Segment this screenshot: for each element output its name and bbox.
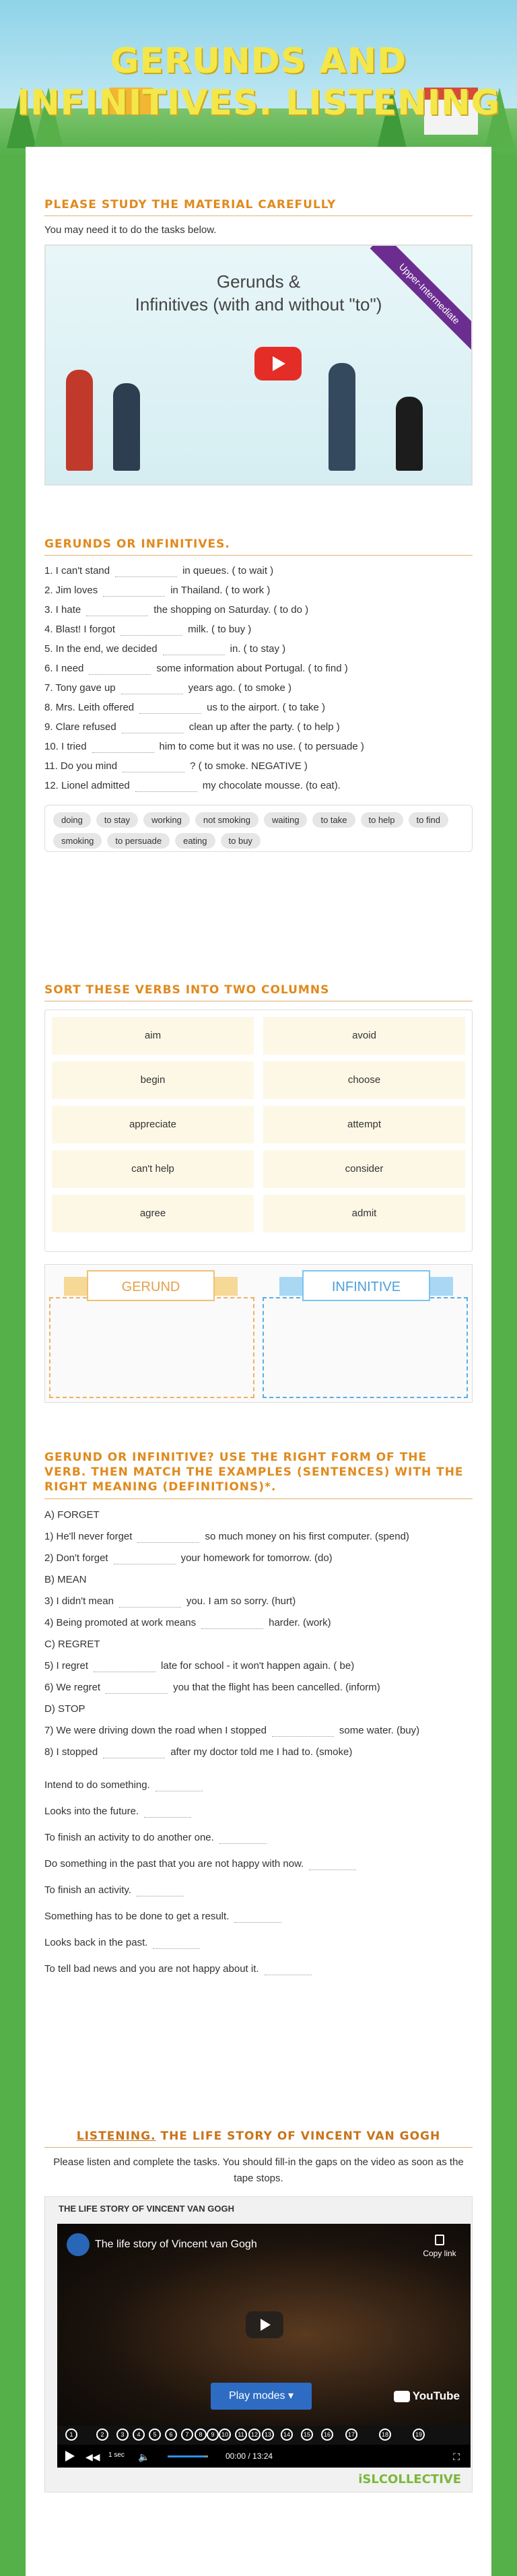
exercise-row xyxy=(44,678,473,698)
verb-heading: B) MEAN xyxy=(44,1574,87,1585)
control-play-icon[interactable] xyxy=(65,2451,75,2462)
listening-section xyxy=(26,2129,491,2492)
exercise-hint: him to come but it was no use. ( to persuade ) xyxy=(159,741,364,752)
question-prompt: 8) I stopped xyxy=(44,1746,98,1758)
gap-marker[interactable]: 4 xyxy=(133,2429,145,2441)
verb-card[interactable]: avoid xyxy=(263,1017,465,1055)
question-row xyxy=(44,1550,473,1566)
exercise-row xyxy=(44,600,473,620)
definition-row xyxy=(44,1909,473,1924)
question-list xyxy=(26,1507,491,1760)
answer-blank[interactable] xyxy=(201,1617,263,1629)
skip-label: 1 sec xyxy=(108,2451,125,2459)
exercise-prompt: 7. Tony gave up xyxy=(44,682,116,694)
definition-text: Intend to do something. xyxy=(44,1779,150,1791)
definition-row xyxy=(44,1936,473,1950)
sort-columns xyxy=(44,1264,473,1403)
word-chip[interactable]: smoking xyxy=(53,833,102,849)
grammar-video[interactable] xyxy=(44,244,473,486)
exercise-row xyxy=(44,659,473,678)
question-hint: you. I am so sorry. (hurt) xyxy=(186,1595,296,1607)
exercise-prompt: 6. I need xyxy=(44,663,84,674)
exercise-prompt: 10. I tried xyxy=(44,741,87,752)
verb-card[interactable]: aim xyxy=(52,1017,254,1055)
time-display: 00:00 / 13:24 xyxy=(226,2451,273,2461)
exercise-hint: us to the airport. ( to take ) xyxy=(207,702,326,713)
answer-blank[interactable] xyxy=(137,1884,184,1896)
verb-heading: C) REGRET xyxy=(44,1639,100,1650)
answer-blank[interactable] xyxy=(103,1746,165,1758)
infinitive-drop-zone[interactable] xyxy=(263,1297,468,1398)
exercise-row xyxy=(44,756,473,776)
gap-marker[interactable]: 7 xyxy=(181,2429,193,2441)
exercise-hint: milk. ( to buy ) xyxy=(188,624,252,635)
exercise-hint: some information about Portugal. ( to find ) xyxy=(156,663,348,674)
definition-text: Looks into the future. xyxy=(44,1806,139,1817)
definition-text: Something has to be done to get a result. xyxy=(44,1911,230,1922)
word-chip[interactable]: to take xyxy=(312,812,355,828)
gap-marker[interactable]: 3 xyxy=(116,2429,129,2441)
verb-card[interactable]: choose xyxy=(263,1061,465,1099)
word-chip[interactable]: working xyxy=(143,812,190,828)
exercise-hint: in. ( to stay ) xyxy=(230,643,286,655)
video-player-box xyxy=(44,2196,473,2492)
gerund-drop-zone[interactable] xyxy=(49,1297,254,1398)
gap-marker[interactable]: 12 xyxy=(248,2429,261,2441)
gap-marker[interactable]: 2 xyxy=(96,2429,108,2441)
definition-list xyxy=(26,1778,491,1977)
definition-text: Looks back in the past. xyxy=(44,1937,148,1948)
verb-card[interactable]: appreciate xyxy=(52,1106,254,1144)
right-form-title: GERUND OR INFINITIVE? USE THE RIGHT FORM OF THE VERB. THEN MATCH THE EXAMPLES (SENTENCES) WITH THE RIGHT MEANING (DEFINITIONS)*. xyxy=(44,1450,473,1499)
word-chip[interactable]: to buy xyxy=(221,833,261,849)
definition-row xyxy=(44,1778,473,1793)
play-icon xyxy=(273,356,285,371)
exercise-list xyxy=(26,561,491,795)
definition-text: Do something in the past that you are not happy with now. xyxy=(44,1858,304,1870)
answer-blank[interactable] xyxy=(114,1552,176,1564)
hero-banner xyxy=(0,0,517,155)
answer-blank[interactable] xyxy=(122,721,184,733)
gerund-label: GERUND xyxy=(87,1270,215,1301)
banner-tail xyxy=(426,1277,453,1296)
word-chip[interactable]: eating xyxy=(175,833,215,849)
sort-title: SORT THESE VERBS INTO TWO COLUMNS xyxy=(44,983,473,1001)
answer-blank[interactable] xyxy=(106,1682,168,1694)
character-figure xyxy=(396,397,423,471)
volume-icon[interactable]: 🔈 xyxy=(138,2451,150,2462)
gap-marker[interactable]: 1 xyxy=(65,2429,77,2441)
definition-row xyxy=(44,1830,473,1845)
question-hint: some water. (buy) xyxy=(339,1725,420,1736)
gap-marker[interactable]: 16 xyxy=(321,2429,333,2441)
exercise-row xyxy=(44,561,473,581)
islcollective-logo: iSLCOLLECTIVE xyxy=(358,2472,461,2486)
question-hint: so much money on his first computer. (spend) xyxy=(205,1531,409,1542)
gap-marker[interactable]: 9 xyxy=(207,2429,219,2441)
verb-card[interactable]: admit xyxy=(263,1195,465,1232)
gap-marker[interactable]: 17 xyxy=(345,2429,357,2441)
page-title: GERUNDS AND INFINITIVES. LISTENING xyxy=(16,41,501,123)
definition-text: To tell bad news and you are not happy about it. xyxy=(44,1963,259,1975)
volume-slider[interactable] xyxy=(168,2455,208,2457)
question-prompt: 4) Being promoted at work means xyxy=(44,1617,197,1628)
verb-bank xyxy=(44,1010,473,1252)
definition-row xyxy=(44,1857,473,1872)
answer-blank[interactable] xyxy=(86,604,148,616)
exercise-hint: in Thailand. ( to work ) xyxy=(170,585,271,596)
copy-icon xyxy=(435,2235,444,2245)
gap-marker[interactable]: 10 xyxy=(219,2429,231,2441)
verb-heading: A) FORGET xyxy=(44,1509,100,1521)
sort-section xyxy=(26,983,491,1403)
answer-blank[interactable] xyxy=(103,585,165,597)
play-button[interactable] xyxy=(254,347,302,381)
definition-row xyxy=(44,1962,473,1977)
question-row xyxy=(44,1615,473,1631)
word-chip[interactable]: to stay xyxy=(96,812,138,828)
rewind-icon[interactable]: ◀◀ xyxy=(85,2451,100,2462)
gap-marker[interactable]: 8 xyxy=(195,2429,207,2441)
exercise-row xyxy=(44,620,473,639)
exercise-row xyxy=(44,698,473,717)
study-section xyxy=(26,198,491,486)
play-icon xyxy=(261,2319,271,2331)
word-chip[interactable]: to persuade xyxy=(107,833,170,849)
question-row xyxy=(44,1658,473,1674)
level-ribbon: Upper-Intermediate xyxy=(370,244,473,353)
question-row xyxy=(44,1744,473,1760)
play-modes-button[interactable]: Play modes ▾ xyxy=(211,2383,312,2410)
study-subtitle: You may need it to do the tasks below. xyxy=(44,224,217,236)
gap-marker[interactable]: 15 xyxy=(301,2429,313,2441)
word-chip[interactable]: not smoking xyxy=(195,812,258,828)
verb-card[interactable]: attempt xyxy=(263,1106,465,1144)
exercise-prompt: 11. Do you mind xyxy=(44,760,118,772)
exercise-prompt: 9. Clare refused xyxy=(44,721,116,733)
answer-blank[interactable] xyxy=(265,1963,312,1975)
exercise-hint: years ago. ( to smoke ) xyxy=(188,682,292,694)
answer-blank[interactable] xyxy=(144,1806,191,1818)
video-title: Gerunds & Infinitives (with and without "to") xyxy=(135,271,382,315)
answer-blank[interactable] xyxy=(156,1779,203,1791)
definition-text: To finish an activity. xyxy=(44,1884,131,1896)
listening-title: LISTENING. THE LIFE STORY OF VINCENT VAN GOGH xyxy=(44,2129,473,2148)
question-hint: after my doctor told me I had to. (smoke) xyxy=(170,1746,353,1758)
answer-blank[interactable] xyxy=(119,1595,181,1608)
player-title: THE LIFE STORY OF VINCENT VAN GOGH xyxy=(59,2204,234,2214)
exercise-hint: ? ( to smoke. NEGATIVE ) xyxy=(190,760,308,772)
answer-blank[interactable] xyxy=(139,702,201,714)
exercise-prompt: 3. I hate xyxy=(44,604,81,616)
video-play-button[interactable] xyxy=(246,2311,283,2338)
copy-link-button[interactable]: Copy link xyxy=(419,2235,460,2259)
answer-blank[interactable] xyxy=(309,1858,356,1870)
question-row xyxy=(44,1680,473,1696)
gap-marker[interactable]: 18 xyxy=(379,2429,391,2441)
question-row xyxy=(44,1593,473,1610)
gap-marker[interactable]: 13 xyxy=(262,2429,274,2441)
answer-blank[interactable] xyxy=(137,1531,199,1543)
word-chip[interactable]: doing xyxy=(53,812,91,828)
word-chip[interactable]: to help xyxy=(361,812,403,828)
word-bank xyxy=(44,805,473,852)
exercise-hint: clean up after the party. ( to help ) xyxy=(188,721,340,733)
listening-intro: Please listen and complete the tasks. You should fill-in the gaps on the video as soon as the tape stops. xyxy=(53,2156,464,2184)
answer-blank[interactable] xyxy=(219,1832,267,1844)
exercise-row xyxy=(44,717,473,737)
worksheet xyxy=(26,147,491,2576)
exercise-hint: the shopping on Saturday. ( to do ) xyxy=(153,604,309,616)
question-hint: your homework for tomorrow. (do) xyxy=(180,1552,333,1564)
gap-markers xyxy=(63,2429,467,2443)
word-chip[interactable]: to find xyxy=(409,812,448,828)
exercise-prompt: 12. Lionel admitted xyxy=(44,780,130,791)
question-row xyxy=(44,1529,473,1545)
answer-blank[interactable] xyxy=(234,1911,281,1923)
answer-blank[interactable] xyxy=(89,663,151,675)
study-title: PLEASE STUDY THE MATERIAL CAREFULLY xyxy=(44,198,473,216)
youtube-player[interactable] xyxy=(57,2224,471,2468)
answer-blank[interactable] xyxy=(92,741,154,753)
answer-blank[interactable] xyxy=(153,1937,200,1949)
exercise-prompt: 4. Blast! I forgot xyxy=(44,624,116,635)
gap-marker[interactable]: 6 xyxy=(165,2429,177,2441)
answer-blank[interactable] xyxy=(115,565,177,577)
exercise-row xyxy=(44,581,473,600)
question-prompt: 3) I didn't mean xyxy=(44,1595,114,1607)
answer-blank[interactable] xyxy=(135,780,197,792)
exercise-row xyxy=(44,776,473,795)
verb-heading: D) STOP xyxy=(44,1703,85,1715)
gerunds-infinitives-section xyxy=(26,537,491,852)
exercise-hint: my chocolate mousse. (to eat). xyxy=(202,780,341,791)
right-form-section xyxy=(26,1450,491,1988)
gap-marker[interactable]: 11 xyxy=(235,2429,247,2441)
youtube-play-icon xyxy=(394,2391,410,2402)
question-prompt: 1) He'll never forget xyxy=(44,1531,133,1542)
exercise-prompt: 2. Jim loves xyxy=(44,585,98,596)
answer-blank[interactable] xyxy=(123,760,184,772)
verb-card[interactable]: begin xyxy=(52,1061,254,1099)
gerunds-infinitives-title: GERUNDS OR INFINITIVES. xyxy=(44,537,473,556)
verb-card[interactable]: agree xyxy=(52,1195,254,1232)
definition-row xyxy=(44,1804,473,1819)
question-prompt: 7) We were driving down the road when I stopped xyxy=(44,1725,267,1736)
character-figure xyxy=(66,370,93,471)
answer-blank[interactable] xyxy=(94,1660,156,1672)
youtube-logo[interactable]: YouTube xyxy=(394,2389,460,2403)
exercise-row xyxy=(44,639,473,659)
answer-blank[interactable] xyxy=(120,624,182,636)
question-prompt: 5) I regret xyxy=(44,1660,89,1672)
word-chip[interactable]: waiting xyxy=(264,812,307,828)
question-prompt: 2) Don't forget xyxy=(44,1552,108,1564)
player-controls xyxy=(57,2445,471,2468)
verb-card[interactable]: consider xyxy=(263,1150,465,1188)
exercise-prompt: 8. Mrs. Leith offered xyxy=(44,702,135,713)
answer-blank[interactable] xyxy=(163,643,225,655)
gap-marker[interactable]: 5 xyxy=(149,2429,161,2441)
character-figure xyxy=(113,383,140,471)
character-figure xyxy=(329,363,355,471)
exercise-prompt: 5. In the end, we decided xyxy=(44,643,158,655)
fullscreen-icon[interactable]: ⛶ xyxy=(453,2451,460,2462)
gap-marker[interactable]: 19 xyxy=(413,2429,425,2441)
question-row xyxy=(44,1723,473,1739)
answer-blank[interactable] xyxy=(121,682,183,694)
question-prompt: 6) We regret xyxy=(44,1682,101,1693)
question-hint: late for school - it won't happen again. ( be) xyxy=(161,1660,355,1672)
definition-text: To finish an activity to do another one. xyxy=(44,1832,214,1843)
infinitive-label: INFINITIVE xyxy=(302,1270,430,1301)
gap-marker[interactable]: 14 xyxy=(281,2429,293,2441)
banner-tail xyxy=(211,1277,238,1296)
question-hint: harder. (work) xyxy=(269,1617,331,1628)
video-title[interactable]: The life story of Vincent van Gogh xyxy=(95,2239,257,2250)
exercise-hint: in queues. ( to wait ) xyxy=(182,565,274,576)
channel-avatar[interactable] xyxy=(67,2233,90,2256)
verb-grid xyxy=(52,1017,465,1232)
verb-card[interactable]: can't help xyxy=(52,1150,254,1188)
definition-row xyxy=(44,1883,473,1898)
answer-blank[interactable] xyxy=(272,1725,334,1737)
question-hint: you that the flight has been cancelled. (inform) xyxy=(173,1682,380,1693)
exercise-prompt: 1. I can't stand xyxy=(44,565,110,576)
exercise-row xyxy=(44,737,473,756)
